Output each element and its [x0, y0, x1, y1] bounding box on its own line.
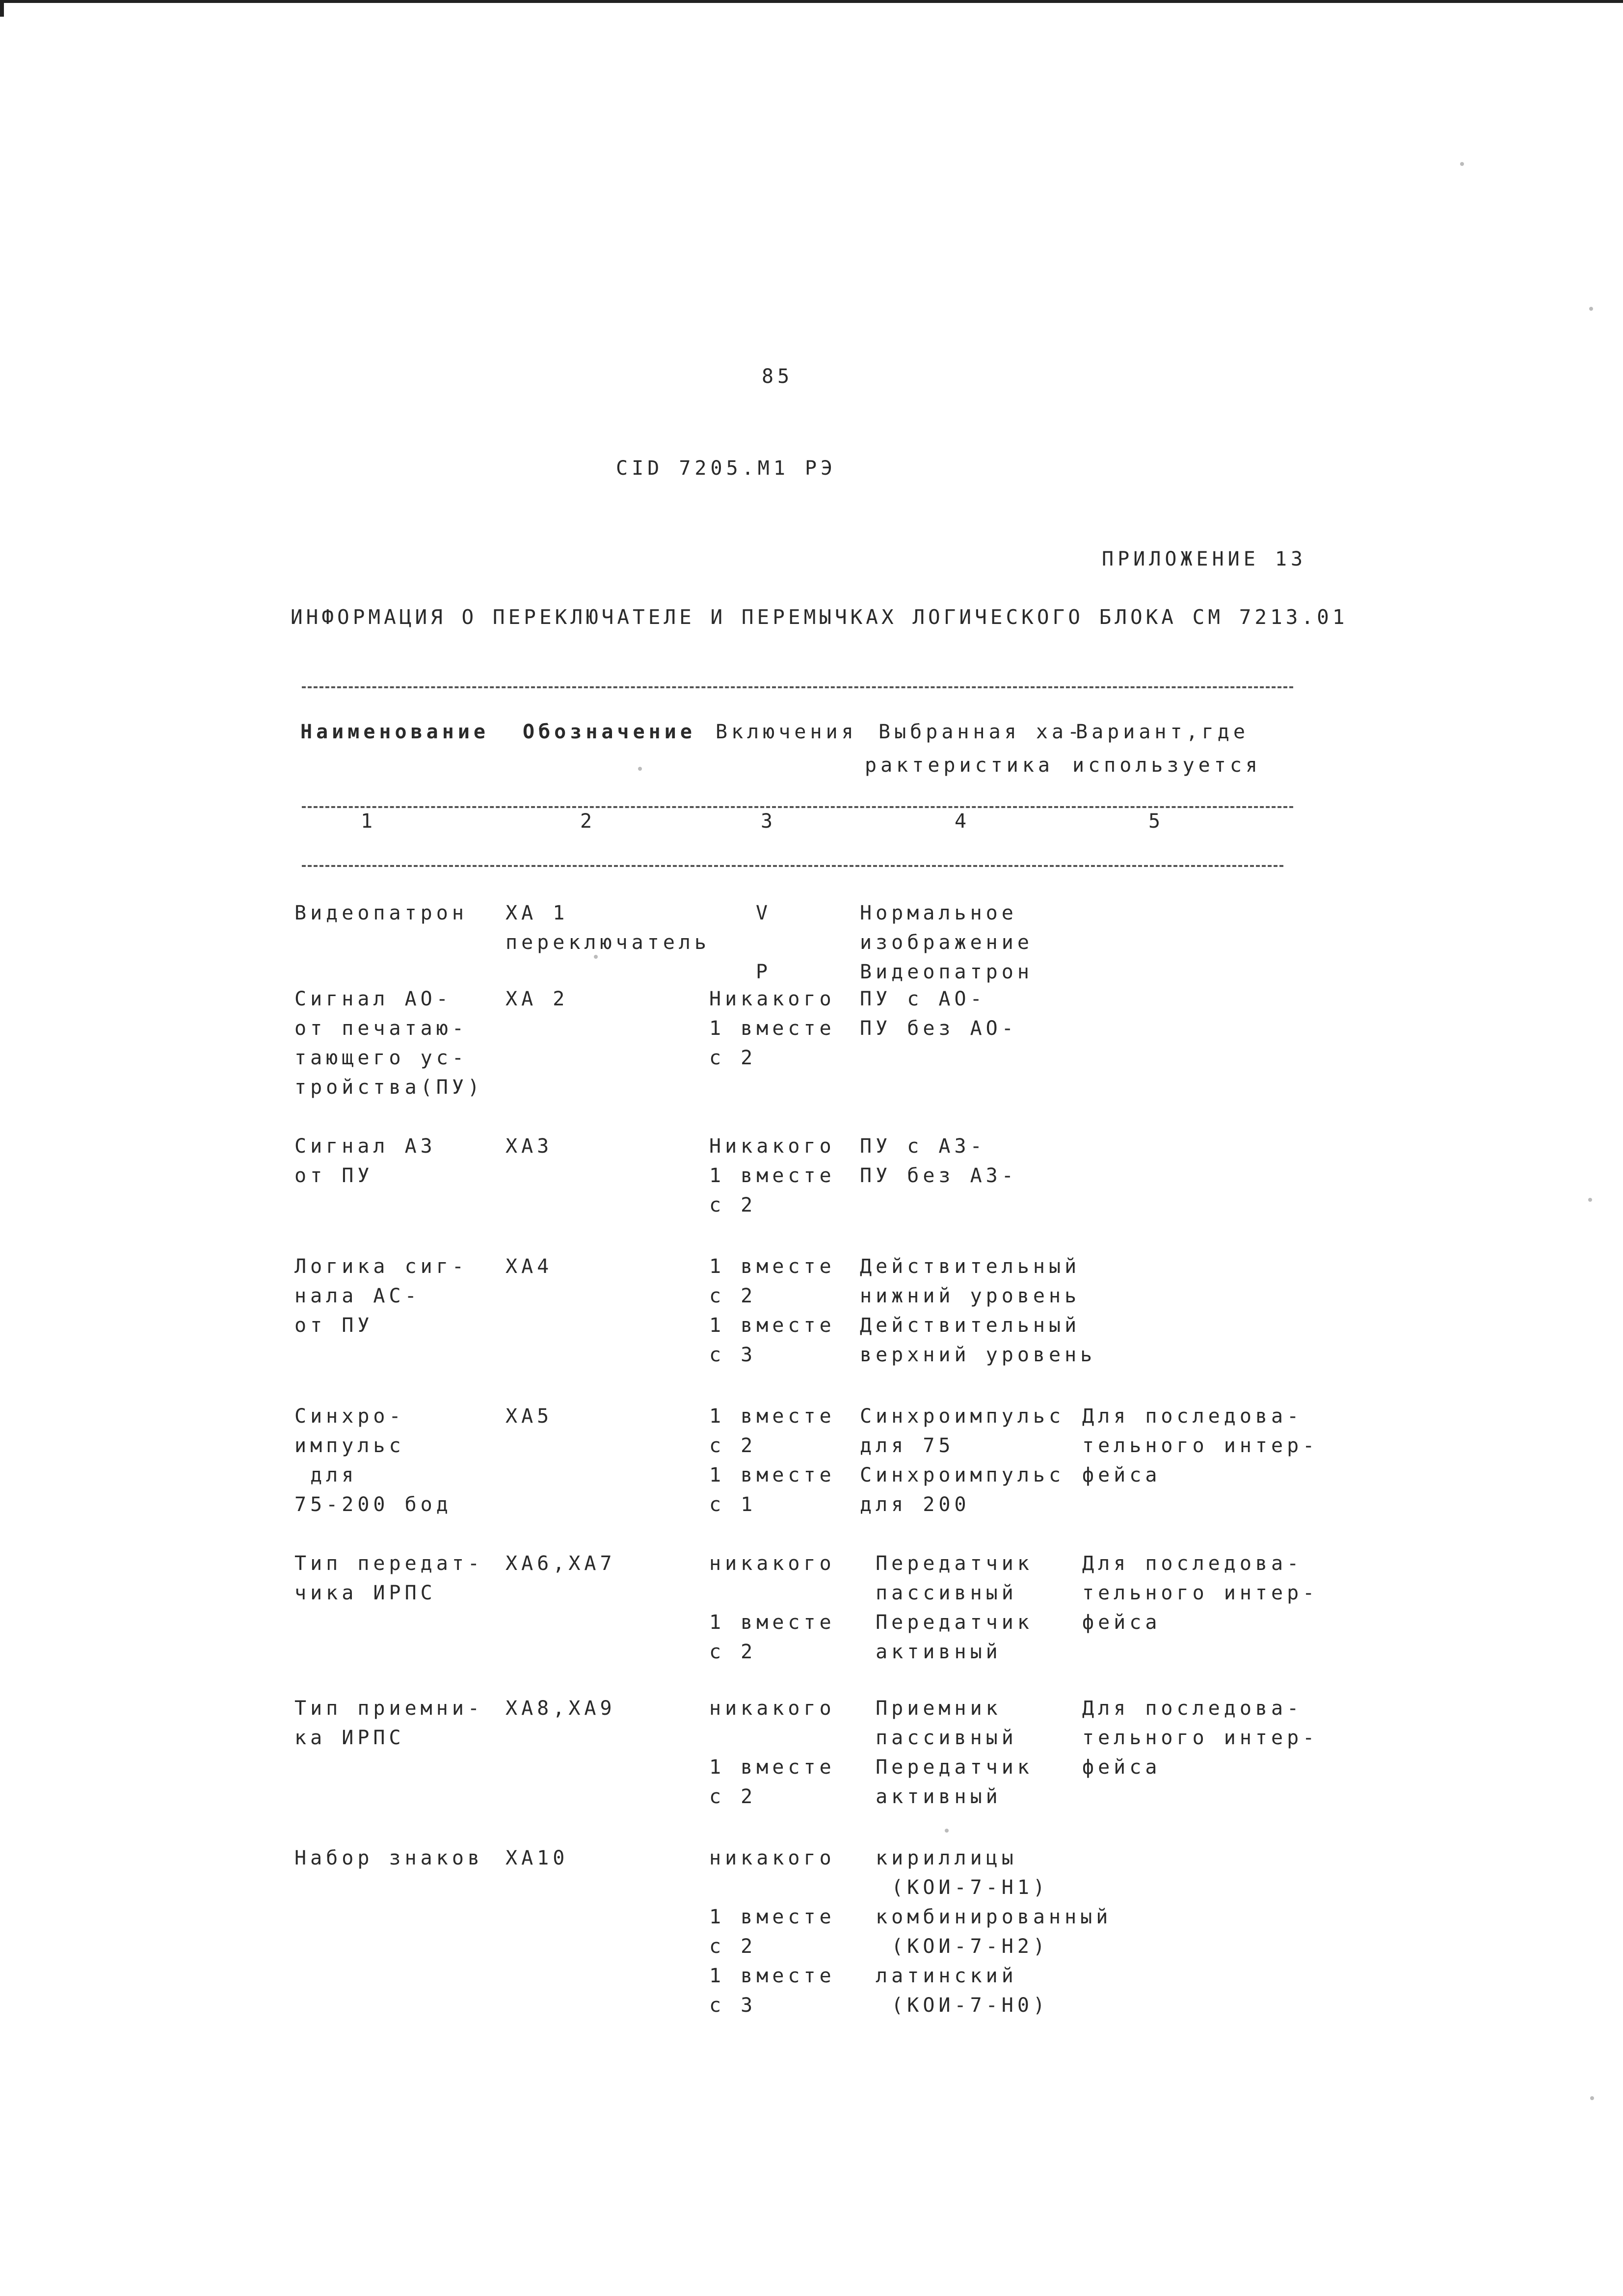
cell-name	[294, 898, 468, 928]
cell-designation	[506, 1694, 616, 1723]
cell-line: для	[294, 1464, 358, 1486]
document-title: ИНФОРМАЦИЯ О ПЕРЕКЛЮЧАТЕЛЕ И ПЕРЕМЫЧКАХ ЛОГИЧЕСКОГО БЛОКА СМ 7213.01	[291, 605, 1348, 629]
col-number-5: 5	[1148, 810, 1165, 833]
scan-speck	[1588, 1198, 1592, 1202]
cell-connection	[709, 1252, 835, 1370]
cell-connection	[709, 1549, 835, 1667]
cell-line: фейса	[1082, 1756, 1161, 1779]
cell-line: Для последова-	[1082, 1405, 1303, 1428]
cell-line: импульс	[294, 1434, 405, 1457]
col-header-characteristic-line2: рактеристика	[865, 754, 1054, 777]
cell-line: 1 вместе	[709, 1611, 835, 1634]
cell-name	[294, 1549, 483, 1608]
cell-line: для 75	[860, 1434, 955, 1457]
document-code: CID 7205.M1 РЭ	[616, 457, 837, 480]
cell-characteristic	[860, 1694, 1033, 1811]
cell-line: с 2	[709, 1641, 757, 1663]
cell-characteristic	[860, 898, 1033, 987]
cell-line: никакого	[709, 1847, 835, 1869]
cell-name	[294, 1694, 483, 1753]
cell-line: переключатель	[506, 931, 711, 954]
cell-line: 75-200 бод	[294, 1493, 452, 1516]
cell-line: кириллицы	[860, 1847, 1017, 1869]
cell-line: пассивный	[860, 1582, 1017, 1604]
cell-line: ПУ с А3-	[860, 1135, 986, 1158]
cell-line: Передатчик	[860, 1611, 1033, 1634]
cell-characteristic	[860, 1132, 1017, 1190]
cell-line: тройства(ПУ)	[294, 1076, 483, 1099]
cell-variant	[1082, 1694, 1318, 1782]
scan-speck	[945, 1829, 949, 1833]
cell-line	[709, 1723, 835, 1753]
cell-designation	[506, 1252, 553, 1281]
cell-line: фейса	[1082, 1464, 1161, 1486]
cell-line: тельного интер-	[1082, 1727, 1319, 1749]
cell-line: от ПУ	[294, 1314, 373, 1337]
cell-line: нала АС-	[294, 1285, 421, 1307]
cell-designation	[506, 1402, 553, 1431]
scan-speck	[638, 767, 642, 771]
cell-line: изображение	[860, 931, 1033, 954]
cell-line: Синхро-	[294, 1405, 405, 1428]
cell-line: ХА8,ХА9	[506, 1697, 616, 1720]
cell-characteristic	[860, 1252, 1096, 1370]
col-header-name: Наименование	[300, 721, 489, 743]
cell-line: ка ИРПС	[294, 1727, 405, 1749]
cell-line: активный	[860, 1785, 1002, 1808]
cell-line: чика ИРПС	[294, 1582, 436, 1604]
cell-line: фейса	[1082, 1611, 1161, 1634]
cell-line: 1 вместе	[709, 1405, 835, 1428]
cell-line: Передатчик	[860, 1552, 1033, 1575]
cell-line: с 3	[709, 1994, 757, 2017]
cell-line: Сигнал А3	[294, 1135, 436, 1158]
cell-line: ПУ с АО-	[860, 988, 986, 1010]
cell-line: верхний уровень	[860, 1344, 1096, 1366]
cell-line: (КОИ-7-Н0)	[860, 1994, 1049, 2017]
cell-line: с 2	[709, 1047, 757, 1069]
cell-connection	[709, 1694, 835, 1811]
scan-speck	[1589, 307, 1593, 311]
scan-top-edge	[0, 0, 1623, 3]
col-header-variant-line2: используется	[1072, 754, 1261, 777]
cell-connection	[709, 898, 772, 987]
cell-line: Набор знаков	[294, 1847, 483, 1869]
cell-line: Нормальное	[860, 902, 1017, 924]
cell-line: Логика сиг-	[294, 1255, 468, 1278]
cell-line: от ПУ	[294, 1164, 373, 1187]
cell-line: ХА 2	[506, 988, 569, 1010]
cell-line: V	[756, 902, 772, 924]
cell-name	[294, 1843, 483, 1873]
cell-name	[294, 1402, 452, 1519]
cell-line: пассивный	[860, 1727, 1017, 1749]
cell-line: с 1	[709, 1493, 757, 1516]
col-header-connection: Включения	[716, 721, 857, 743]
col-number-3: 3	[761, 810, 777, 833]
cell-line: Для последова-	[1082, 1697, 1303, 1720]
scan-speck	[594, 955, 598, 959]
col-number-4: 4	[955, 810, 971, 833]
col-header-variant-line1: Вариант,где	[1076, 721, 1249, 743]
cell-line: Для последова-	[1082, 1552, 1303, 1575]
page-number: 85	[762, 365, 794, 388]
cell-line: (КОИ-7-Н2)	[860, 1935, 1049, 1958]
cell-line: 1 вместе	[709, 1255, 835, 1278]
cell-line: от печатаю-	[294, 1017, 468, 1040]
cell-variant	[1082, 1402, 1318, 1490]
cell-line: никакого	[709, 1697, 835, 1720]
cell-line: Синхроимпульс	[860, 1464, 1065, 1486]
cell-line: нижний уровень	[860, 1285, 1081, 1307]
cell-line: ХА6,ХА7	[506, 1552, 616, 1575]
cell-connection	[709, 1132, 835, 1220]
cell-line: P	[756, 961, 772, 983]
cell-characteristic	[860, 984, 1017, 1043]
number-row-bottom-rule	[302, 865, 1283, 867]
col-number-2: 2	[580, 810, 596, 833]
cell-line: Приемник	[860, 1697, 1002, 1720]
cell-line: ХА3	[506, 1135, 553, 1158]
cell-line	[709, 928, 772, 957]
appendix-label: ПРИЛОЖЕНИЕ 13	[1102, 548, 1307, 570]
cell-line	[709, 1578, 835, 1608]
cell-line: ХА4	[506, 1255, 553, 1278]
cell-line: никакого	[709, 1552, 835, 1575]
cell-line: ПУ без А3-	[860, 1164, 1017, 1187]
cell-name	[294, 984, 483, 1102]
cell-line: с 2	[709, 1785, 757, 1808]
cell-line: 1 вместе	[709, 1314, 835, 1337]
cell-line: латинский	[860, 1965, 1017, 1987]
cell-line: Видеопатрон	[860, 961, 1033, 983]
cell-characteristic	[860, 1549, 1033, 1667]
cell-line: активный	[860, 1641, 1002, 1663]
cell-line: с 2	[709, 1434, 757, 1457]
scan-speck	[1590, 2096, 1594, 2100]
cell-line: ПУ без АО-	[860, 1017, 1017, 1040]
cell-line: 1 вместе	[709, 1756, 835, 1779]
cell-line: 1 вместе	[709, 1965, 835, 1987]
cell-line: для 200	[860, 1493, 970, 1516]
cell-line: 1 вместе	[709, 1464, 835, 1486]
cell-line: комбинированный	[860, 1906, 1112, 1928]
cell-line: Видеопатрон	[294, 902, 468, 924]
col-header-characteristic-line1: Выбранная ха-	[878, 721, 1084, 743]
cell-line: с 2	[709, 1285, 757, 1307]
scan-speck	[1460, 162, 1464, 166]
cell-characteristic	[860, 1402, 1064, 1519]
cell-line: с 2	[709, 1935, 757, 1958]
cell-line: Тип приемни-	[294, 1697, 483, 1720]
cell-line: 1 вместе	[709, 1017, 835, 1040]
table-top-rule	[302, 686, 1293, 688]
cell-connection	[709, 1402, 835, 1519]
cell-line: Никакого	[709, 988, 835, 1010]
cell-line: (КОИ-7-Н1)	[860, 1876, 1049, 1899]
header-bottom-rule	[302, 806, 1293, 808]
cell-line: 1 вместе	[709, 1164, 835, 1187]
cell-connection	[709, 1843, 835, 2020]
cell-designation	[506, 1132, 553, 1161]
cell-line: с 2	[709, 1194, 757, 1216]
cell-line: Действительный	[860, 1314, 1081, 1337]
cell-line: ХА10	[506, 1847, 569, 1869]
cell-line: ХА5	[506, 1405, 553, 1428]
cell-line: тельного интер-	[1082, 1582, 1319, 1604]
cell-line: Передатчик	[860, 1756, 1033, 1779]
cell-line: тающего ус-	[294, 1047, 468, 1069]
cell-name	[294, 1132, 436, 1190]
cell-name	[294, 1252, 468, 1340]
cell-line: Никакого	[709, 1135, 835, 1158]
cell-characteristic	[860, 1843, 1112, 2020]
cell-line: ХА 1	[506, 902, 569, 924]
cell-connection	[709, 984, 835, 1073]
cell-line: Тип передат-	[294, 1552, 483, 1575]
col-header-designation: Обозначение	[523, 721, 696, 743]
cell-line: с 3	[709, 1344, 757, 1366]
cell-line: Действительный	[860, 1255, 1081, 1278]
cell-designation	[506, 1549, 616, 1578]
col-number-1: 1	[361, 810, 377, 833]
cell-designation	[506, 984, 568, 1014]
cell-line: Сигнал АО-	[294, 988, 452, 1010]
cell-designation	[506, 898, 710, 957]
scan-corner-mark	[0, 0, 4, 17]
cell-line: Синхроимпульс	[860, 1405, 1065, 1428]
cell-line: 1 вместе	[709, 1906, 835, 1928]
cell-variant	[1082, 1549, 1318, 1637]
cell-designation	[506, 1843, 568, 1873]
cell-line: тельного интер-	[1082, 1434, 1319, 1457]
cell-line	[709, 1873, 835, 1902]
